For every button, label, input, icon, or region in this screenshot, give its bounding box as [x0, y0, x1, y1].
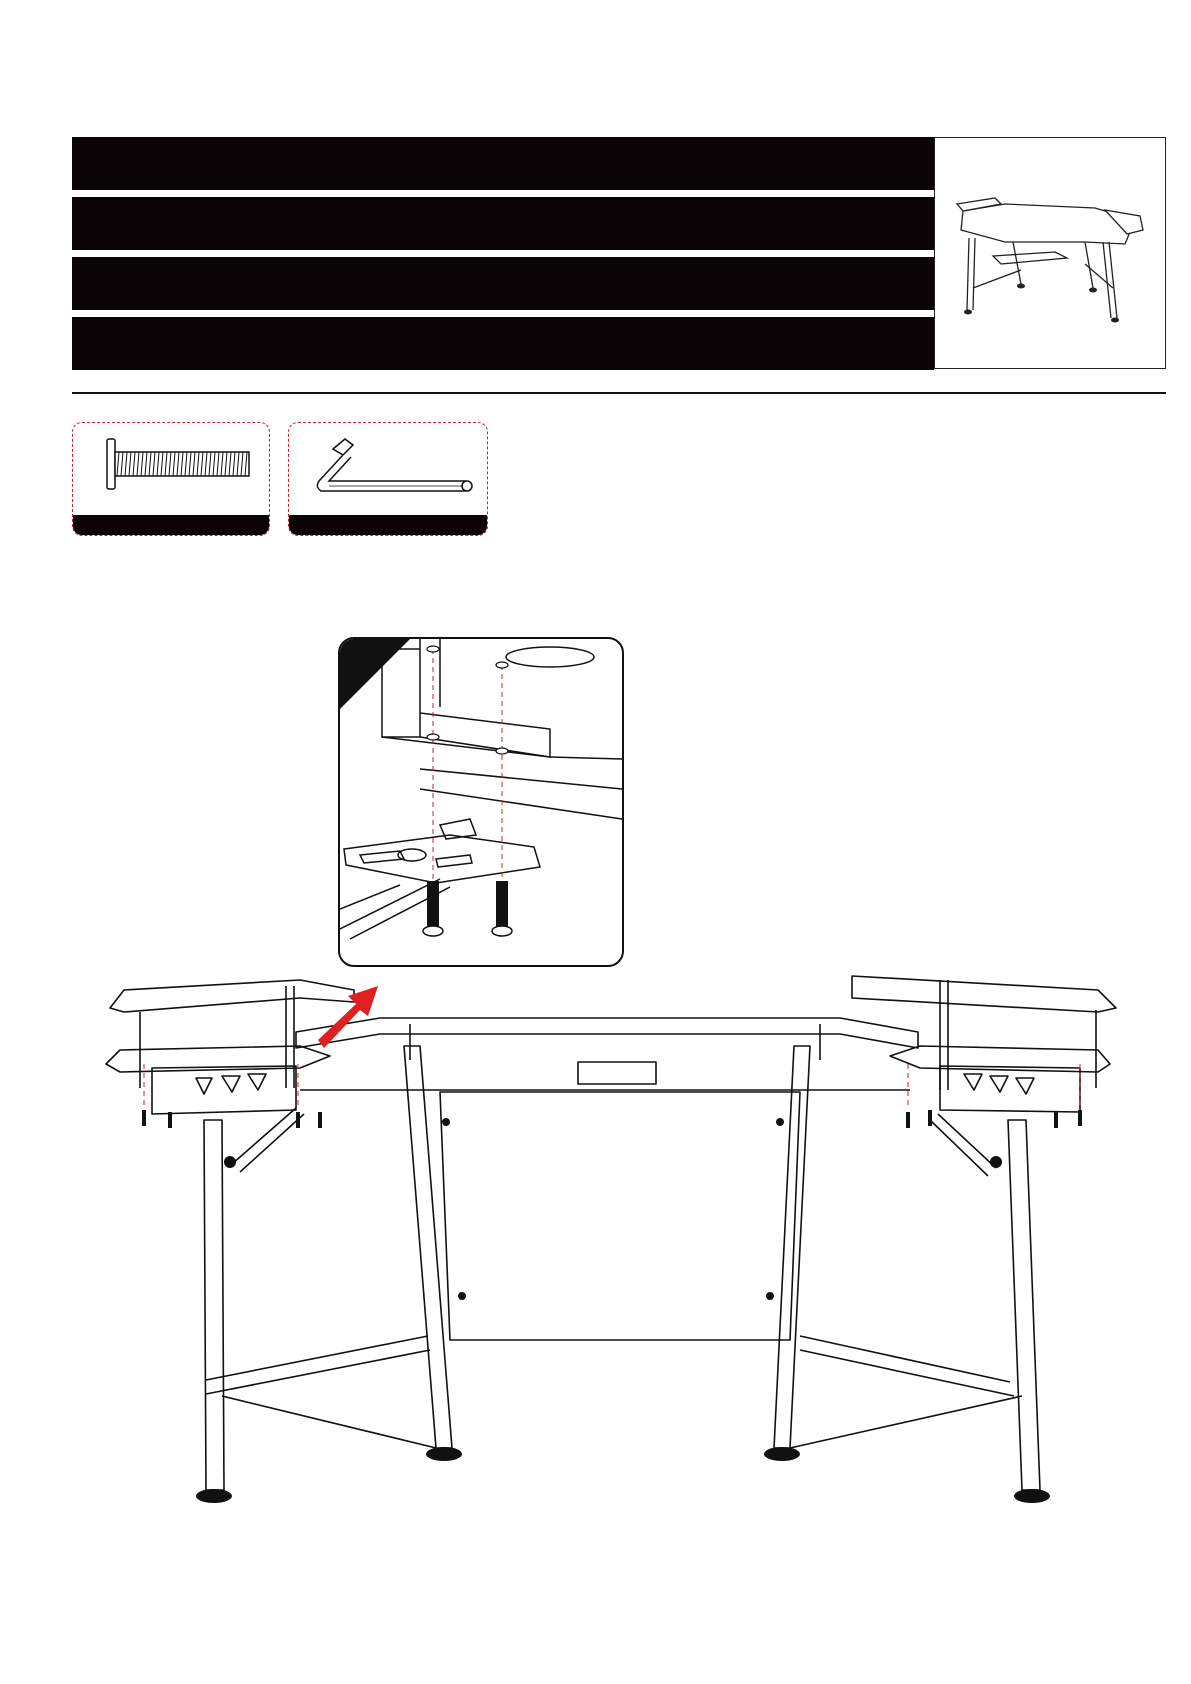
part-label-bar-allen-key [289, 515, 487, 535]
header-divider [72, 392, 1166, 394]
part-card-bolt [72, 422, 270, 536]
detail-bolt-left [423, 881, 443, 936]
allen-key-icon [289, 423, 487, 515]
title-band-3 [72, 257, 934, 310]
detail-bolt-right [492, 881, 512, 936]
bolt-detail-inset [338, 637, 624, 967]
title-band-4 [72, 317, 934, 370]
desk-thumbnail-icon [935, 138, 1165, 368]
direction-arrow [318, 986, 378, 1048]
bolt-icon [73, 423, 269, 515]
assembled-desk-thumbnail [934, 137, 1166, 369]
title-band-2 [72, 197, 934, 250]
part-label-bar-bolt [73, 515, 269, 535]
part-card-allen-key [288, 422, 488, 536]
bracket-bolt-detail [340, 639, 622, 965]
title-band-1 [72, 137, 934, 190]
